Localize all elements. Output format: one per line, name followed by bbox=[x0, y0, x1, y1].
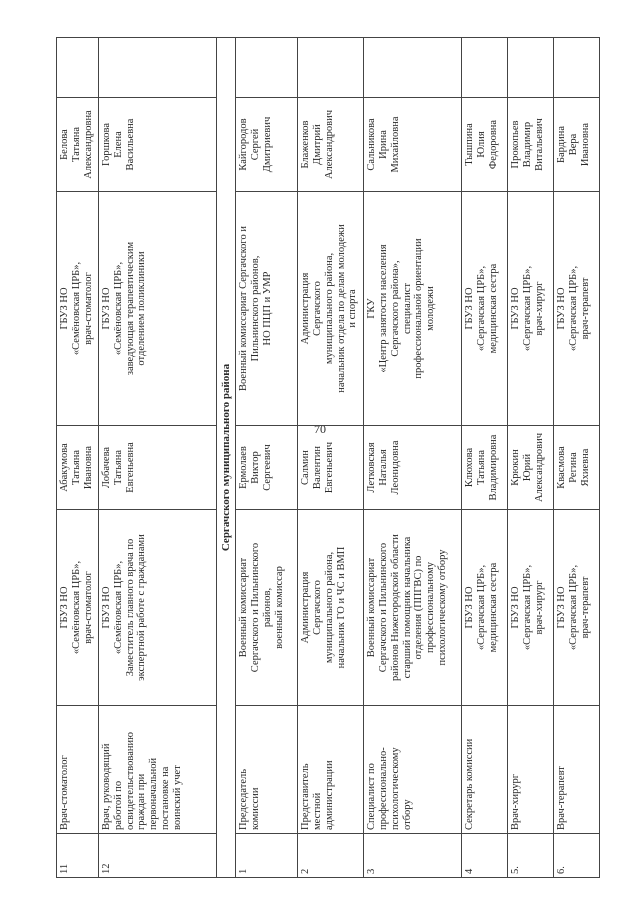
cell-number: 12 bbox=[99, 834, 217, 878]
cell-empty bbox=[57, 38, 99, 98]
rotated-page bbox=[56, 38, 636, 878]
cell-empty bbox=[462, 38, 508, 98]
cell-reserve-organization: ГБУЗ НО «Семёновская ЦРБ», заведующая терапевтическим отделением поликлиники bbox=[99, 192, 217, 426]
cell-empty bbox=[364, 38, 462, 98]
cell-reserve-name: Сальникова Ирина Михайловна bbox=[364, 98, 462, 192]
cell-main-name: Квасмова Регина Яхиевна bbox=[554, 426, 600, 510]
section-title: Сергачского муниципального района bbox=[217, 38, 236, 878]
cell-reserve-organization: ГБУЗ НО «Сергачская ЦРБ», врач-хирург bbox=[508, 192, 554, 426]
table-row bbox=[99, 38, 217, 878]
cell-reserve-name: Кайгородов Сергей Дмитриевич bbox=[236, 98, 298, 192]
cell-main-organization: ГБУЗ НО «Сергачская ЦРБ», врач-хирург bbox=[508, 510, 554, 706]
cell-empty bbox=[99, 38, 217, 98]
cell-position: Секретарь комиссии bbox=[462, 706, 508, 834]
cell-reserve-organization: ГБУЗ НО «Сергачская ЦРБ», врач-терапевт bbox=[554, 192, 600, 426]
cell-main-organization: ГБУЗ НО «Семёновская ЦРБ», врач-стоматолог bbox=[57, 510, 99, 706]
cell-number: 1 bbox=[236, 834, 298, 878]
cell-position: Врач-терапевт bbox=[554, 706, 600, 834]
cell-main-name: Лобачева Татьяна Евгеньевна bbox=[99, 426, 217, 510]
cell-position: Представитель местной администрации bbox=[298, 706, 364, 834]
cell-reserve-name: Блаженков Дмитрий Александрович bbox=[298, 98, 364, 192]
cell-number: 4 bbox=[462, 834, 508, 878]
section-row bbox=[217, 38, 236, 878]
cell-reserve-name: Горшкова Елена Васильевна bbox=[99, 98, 217, 192]
cell-reserve-organization: Военный комиссариат Сергачского и Пильнинского районов, НО ПЦП и УМР bbox=[236, 192, 298, 426]
cell-number: 6. bbox=[554, 834, 600, 878]
cell-main-name: Салмин Валентин Евгеньевич bbox=[298, 426, 364, 510]
cell-main-name: Ермолаев Виктор Сергеевич bbox=[236, 426, 298, 510]
cell-empty bbox=[298, 38, 364, 98]
cell-number: 11 bbox=[57, 834, 99, 878]
cell-number: 2 bbox=[298, 834, 364, 878]
table-row bbox=[462, 38, 508, 878]
cell-number: 3 bbox=[364, 834, 462, 878]
cell-main-organization: ГБУЗ НО «Семёновская ЦРБ», Заместитель главного врача по экспертной работе с гражданами bbox=[99, 510, 217, 706]
cell-main-organization: Военный комиссариат Сергачского и Пильнинского районов Нижегородской области старший помощник начальника отделения (ППГВС) по профессиональному психологическому отбору bbox=[364, 510, 462, 706]
cell-main-organization: ГБУЗ НО «Сергачская ЦРБ», врач-терапевт bbox=[554, 510, 600, 706]
cell-position: Врач-стоматолог bbox=[57, 706, 99, 834]
table-row bbox=[236, 38, 298, 878]
page-number: 70 bbox=[314, 422, 326, 436]
cell-reserve-name: Бардина Вера Ивановна bbox=[554, 98, 600, 192]
cell-position: Специалист по профессионально- психологическому отбору bbox=[364, 706, 462, 834]
cell-main-name: Клюхова Татьяна Владимировна bbox=[462, 426, 508, 510]
table-row bbox=[554, 38, 600, 878]
commission-table bbox=[56, 37, 600, 878]
cell-reserve-name: Прокопьев Владимир Витальевич bbox=[508, 98, 554, 192]
cell-empty bbox=[554, 38, 600, 98]
cell-position: Председатель комиссии bbox=[236, 706, 298, 834]
table-row bbox=[57, 38, 99, 878]
table-row bbox=[298, 38, 364, 878]
cell-position: Врач-хирург bbox=[508, 706, 554, 834]
table-body bbox=[57, 38, 600, 878]
cell-empty bbox=[508, 38, 554, 98]
cell-main-name: Летковская Наталья Леонидовна bbox=[364, 426, 462, 510]
cell-reserve-organization: ГБУЗ НО «Семёновская ЦРБ», врач-стоматолог bbox=[57, 192, 99, 426]
cell-reserve-organization: ГБУЗ НО «Сергачская ЦРБ», медицинская сестра bbox=[462, 192, 508, 426]
cell-reserve-name: Белова Татьяна Александровна bbox=[57, 98, 99, 192]
table-row bbox=[508, 38, 554, 878]
cell-reserve-organization: ГКУ «Центр занятости населения Сергачского района», специалист профессиональной ориентации молодежи bbox=[364, 192, 462, 426]
cell-main-organization: Администрация Сергачского муниципального района, начальник ГО и ЧС и ВМП bbox=[298, 510, 364, 706]
cell-main-name: Крюкин Юрий Александрович bbox=[508, 426, 554, 510]
table-row bbox=[364, 38, 462, 878]
cell-number: 5. bbox=[508, 834, 554, 878]
cell-main-organization: Военный комиссариат Сергачского и Пильнинского районов, военный комиссар bbox=[236, 510, 298, 706]
cell-reserve-name: Тышпина Юлия Федоровна bbox=[462, 98, 508, 192]
cell-main-name: Абакумова Татьяна Ивановна bbox=[57, 426, 99, 510]
cell-reserve-organization: Администрация Сергачского муниципального района, начальник отдела по делам молодежи и спорта bbox=[298, 192, 364, 426]
cell-empty bbox=[236, 38, 298, 98]
cell-position: Врач, руководящий работой по освидетельствованию граждан при первоначальной постановке на воинский учет bbox=[99, 706, 217, 834]
cell-main-organization: ГБУЗ НО «Сергачская ЦРБ», медицинская сестра bbox=[462, 510, 508, 706]
